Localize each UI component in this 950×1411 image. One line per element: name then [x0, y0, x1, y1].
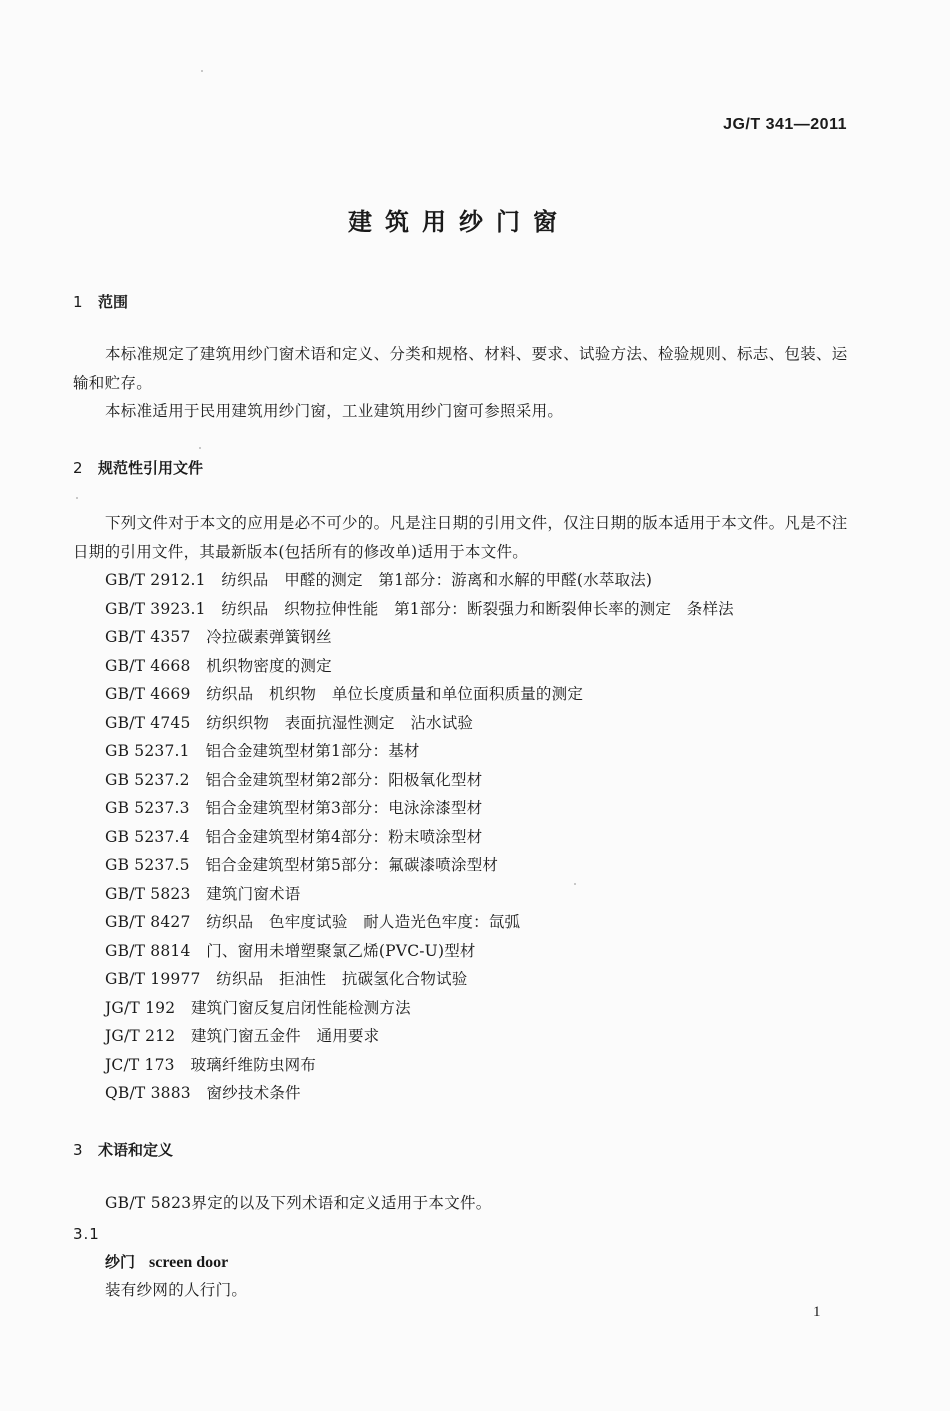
- clause-number: 3.1: [73, 1225, 100, 1243]
- term-chinese: 纱门: [105, 1253, 136, 1271]
- section-2-title: 规范性引用文件: [98, 459, 204, 477]
- reference-item: GB/T 3923.1 纺织品 织物拉伸性能 第1部分：断裂强力和断裂伸长率的测定 条样法: [105, 599, 734, 618]
- reference-item: GB/T 2912.1 纺织品 甲醛的测定 第1部分：游离和水解的甲醛(水萃取法): [105, 571, 653, 589]
- reference-item: GB 5237.5 铝合金建筑型材第5部分：氟碳漆喷涂型材: [105, 856, 499, 874]
- reference-item: GB 5237.3 铝合金建筑型材第3部分：电泳涂漆型材: [105, 799, 483, 817]
- reference-item: GB/T 5823 建筑门窗术语: [105, 884, 301, 903]
- reference-item: GB/T 8814 门、窗用未增塑聚氯乙烯(PVC-U)型材: [105, 941, 476, 960]
- term-english: screen door: [149, 1254, 229, 1271]
- reference-item: GB 5237.2 铝合金建筑型材第2部分：阳极氧化型材: [105, 770, 483, 789]
- scan-speck: [201, 70, 203, 72]
- reference-item: QB/T 3883 窗纱技术条件: [105, 1084, 301, 1102]
- section-3-title: 术语和定义: [98, 1141, 174, 1159]
- reference-item: GB/T 4357 冷拉碳素弹簧钢丝: [105, 628, 332, 646]
- term-definition: 装有纱网的人行门。: [105, 1281, 248, 1299]
- reference-item: JG/T 212 建筑门窗五金件 通用要求: [105, 1027, 380, 1045]
- reference-item: GB/T 4669 纺织品 机织物 单位长度质量和单位面积质量的测定: [105, 685, 584, 703]
- section-3-heading: [73, 1139, 173, 1160]
- reference-item: GB 5237.4 铝合金建筑型材第4部分：粉末喷涂型材: [105, 827, 483, 846]
- section-1-title: 范围: [98, 293, 129, 311]
- normative-references-list: [105, 566, 734, 1108]
- reference-item: GB 5237.1 铝合金建筑型材第1部分：基材: [105, 742, 420, 760]
- section-2-heading: [73, 457, 203, 478]
- standard-code: JG/T 341—2011: [723, 116, 847, 133]
- section-1-heading: [73, 291, 128, 312]
- section-2-number: 2: [73, 459, 83, 477]
- reference-item: JG/T 192 建筑门窗反复启闭性能检测方法: [105, 998, 411, 1017]
- scan-speck: [574, 883, 576, 885]
- page-number: 1: [813, 1304, 821, 1320]
- reference-item: GB/T 4668 机织物密度的测定: [105, 656, 332, 675]
- scan-speck: [199, 447, 201, 449]
- section-1-number: 1: [73, 293, 83, 311]
- reference-item: GB/T 19977 纺织品 拒油性 抗碳氢化合物试验: [105, 970, 468, 988]
- document-title: 建筑用纱门窗: [348, 208, 570, 236]
- reference-item: JC/T 173 玻璃纤维防虫网布: [105, 1055, 317, 1074]
- term-entry: [105, 1248, 228, 1277]
- reference-item: GB/T 4745 纺织织物 表面抗湿性测定 沾水试验: [105, 713, 474, 732]
- scan-speck: [76, 497, 78, 499]
- reference-item: GB/T 8427 纺织品 色牢度试验 耐人造光色牢度：氙弧: [105, 913, 521, 931]
- section-1-paragraph-scope: 本标准规定了建筑用纱门窗术语和定义、分类和规格、材料、要求、试验方法、检验规则、标志、包装、运输和贮存。: [73, 345, 848, 392]
- section-2-intro: 下列文件对于本文的应用是必不可少的。凡是注日期的引用文件，仅注日期的版本适用于本文件。凡是不注日期的引用文件，其最新版本(包括所有的修改单)适用于本文件。: [73, 514, 848, 561]
- section-3-number: 3: [73, 1141, 83, 1159]
- section-3-intro: GB/T 5823界定的以及下列术语和定义适用于本文件。: [105, 1194, 492, 1212]
- section-1-paragraph-applicability: 本标准适用于民用建筑用纱门窗，工业建筑用纱门窗可参照采用。: [105, 402, 564, 420]
